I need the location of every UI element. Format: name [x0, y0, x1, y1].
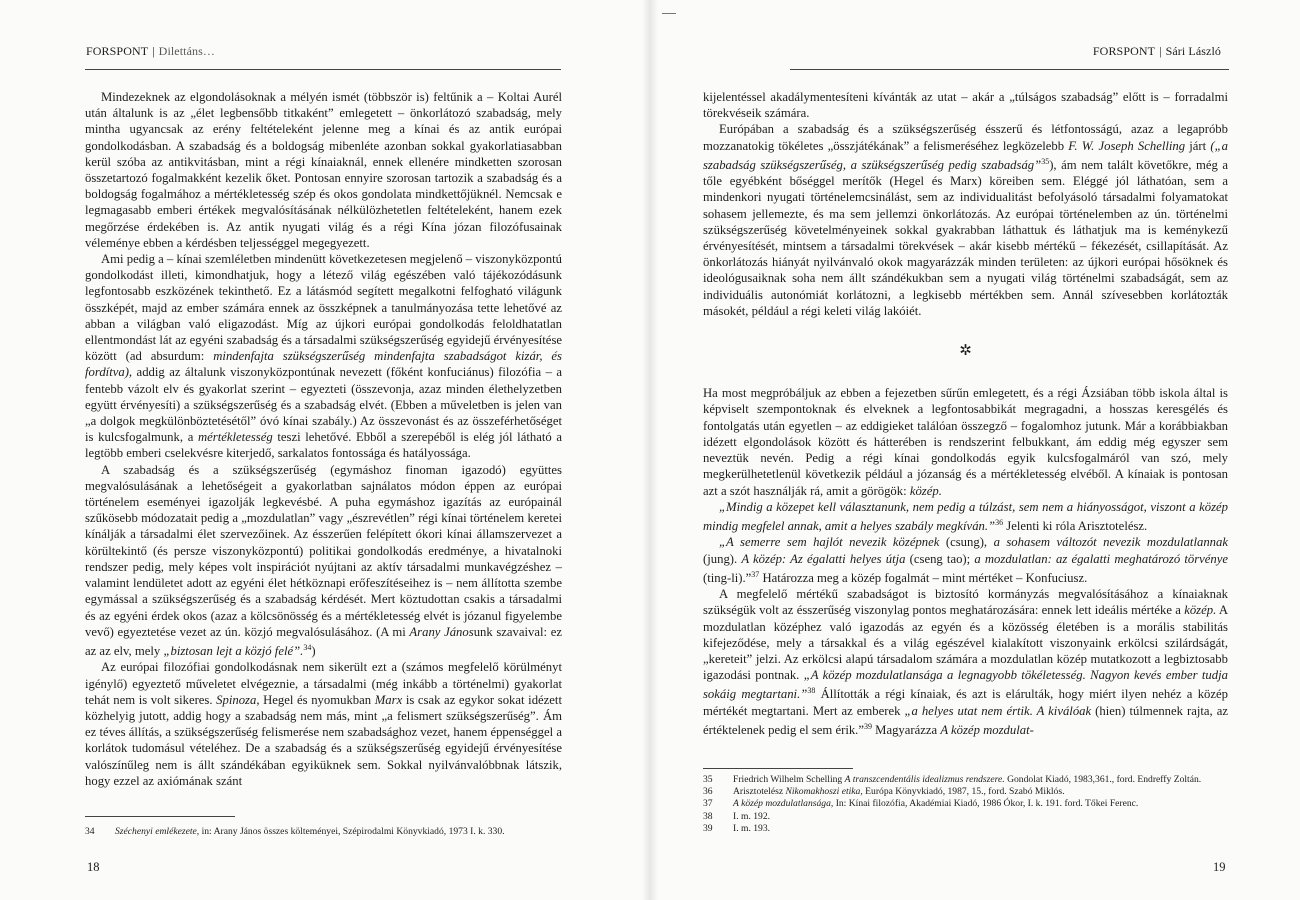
footnote-number: 36 — [703, 786, 713, 798]
footnote-text — [115, 826, 555, 838]
italic-run: F. W. Joseph Schelling — [1068, 138, 1186, 153]
footnote-ref[interactable]: 35 — [1041, 156, 1050, 166]
header-rule — [790, 69, 1229, 70]
italic-run: mértékletesség — [198, 430, 273, 445]
right-body-text — [703, 89, 1228, 738]
text-run: (hien) túlmennek rajta, az értéktelenek pedig el sem érik.” — [703, 703, 1228, 738]
italic-run: Nikomakhoszi etika, — [785, 786, 863, 798]
text-run: ) — [311, 644, 316, 659]
italic-run: Marx — [374, 692, 403, 707]
italic-run: A közép mozdulat- — [940, 723, 1034, 738]
footnote — [85, 826, 555, 838]
italic-run: közép. — [909, 483, 942, 498]
journal-name: FORSPONT — [1092, 44, 1156, 58]
footnote-text — [733, 811, 1228, 823]
italic-run: Spinoza, — [216, 692, 260, 707]
section-separator-icon: ✲ — [959, 343, 972, 360]
footnote-ref[interactable]: 39 — [864, 722, 872, 732]
text-run: (cseng tao); — [905, 551, 975, 566]
footnote-ref[interactable]: 37 — [751, 569, 760, 579]
header-author: Sári László — [1165, 44, 1221, 58]
text-run: ), ám nem talált követőkre, még a tőle egyébként bőséggel merítők (Hegel és Marx) köreiben sem. Eléggé jól láthatóan, sem a mindenkori nyugati történelemcsinálást, sem az individualitást befolyásoló társadalmi folyamatokat sohasem jellemezte, és ma sem jellemzi önkorlátozás. Az európai történelemben az ún. történelmi szükségszerűség követelményeinek sokkal gyakrabban láthattuk és láthatjuk ma is keménykezű érvényesítését, mintsem a társadalmi törekvések – akár kisebb mértékű – fékezését, csillapítását. Az önkorlátozás hiányát nyilvánvaló okok magyarázzák minden területen: az újkori európai hősöknek és ideológusaiknak soha nem állt szándékukban sem a nyugati világ történelmi szabadságát, sem az individuális autonómiát korlátozni, a legkisebb mértékben sem. Annál szívesebben korlátozták másokét, például a régi keleti világ lakóiét. — [703, 158, 1229, 318]
italic-run: „Mindig a közepet kell választanunk, nem pedig a túlzást, sem nem a hiányosságot, viszont a közép mindig megfelel annak, amit a helyes szabály megkíván.” — [703, 499, 1228, 534]
footnote — [703, 774, 1228, 786]
text-run: Európában a szabadság és a szükségszerűség ésszerű és létfontosságú, azaz a legapróbb mozzanatokig tökéletes „összjátékának” a felismeréséhez legközelebb — [703, 122, 1228, 153]
text-run: (jung). — [703, 551, 742, 566]
italic-run: közép. — [1184, 603, 1217, 618]
paragraph — [85, 659, 562, 789]
footnote-ref[interactable]: 38 — [807, 686, 816, 696]
header-separator: | — [1159, 44, 1162, 58]
text-run: Állították a régi kínaiak, és azt is elárulták, hogy miért ilyen nehéz a közép mértékét megtartani. Mert az emberek — [703, 687, 1228, 718]
italic-run: mindenfajta szükségszerűség mindenfajta szabadságot kizár, és fordítva), — [85, 349, 562, 380]
text-run: A mozdulatlan középhez való igazodás az egyén és a közösség életében is a morális stabilitás kifejeződése, mely a társakkal és a világ egészével kialakított viszonyaink erkölcsi szilárdságát, „kereteit” jelzi. Az erkölcsi alapú társadalom számára a mozdulatlan közép mutatkozott a legbiztosabb igazodási pontnak. — [703, 603, 1228, 683]
text-run: addig az általunk viszonyközpontúnak nevezett (főként konfuciánus) filozófia – a fentebb vázolt elv és gyakorlat szerint – egyezteti (összevonja, azaz minden élethelyzetben együtt érvényesíti) a szükségszerűség és a szabadság elvét. (Ebben a műveletben is jelen van „a dolgok megkülönböztetésétől” óvó kínai szabály.) Az összevonást és az összeférhetőséget is kulcsfogalmunk, a — [85, 365, 562, 445]
text-run: Ha most megpróbáljuk az ebben a fejezetben sűrűn emlegetett, és a régi Ázsiában több iskola által is képviselt szempontoknak és elveknek a legfontosabbikát megragadni, a hosszas keresgélés és fontolgatás után egyetlen – az eddigieket találóan összegző – fogalomhoz jutunk. Már a korábbiakban idézett elgondolások között és hátterében is rendszerint felbukkant, ám eddig még egyszer sem neveztük nevén. Pedig a régi kínai gondolkodás egyik kulcsfogalmáról van szó, mely megkerülhetetlenül következik például a józanság és a mértékletesség elvéből. A kínaiak is pontosan azt a szót használják rá, amit a görögök: — [703, 386, 1228, 498]
right-page — [650, 0, 1300, 900]
italic-run: a sohasem változót nevezik mozdulatlannak — [993, 535, 1228, 550]
text-run: Európa Könyvkiadó, 1987, 15., ford. Szabó Miklós. — [862, 786, 1065, 798]
page-number: 18 — [87, 860, 100, 874]
footnote-rule — [703, 768, 853, 769]
text-run: Az európai filozófiai gondolkodásnak nem sikerült ezt a (számos megfelelő körülményt igénylő) egyeztető műveletet elvégeznie, a társadalmi (még inkább a történelmi) gyakorlat tehát nem is volt sikeres. — [85, 660, 562, 707]
footnote — [703, 823, 1228, 835]
text-run: I. m. 193. — [733, 822, 771, 834]
text-run: I. m. 192. — [733, 810, 771, 822]
book-gutter — [642, 0, 658, 900]
italic-run: „A semerre sem hajlót nevezik középnek — [719, 535, 940, 550]
italic-run: Széchenyi emlékezete, — [115, 826, 200, 837]
paragraph — [703, 586, 1228, 738]
paragraph — [85, 462, 562, 660]
italic-run: Arany — [409, 624, 441, 639]
italic-run: A közép: Az égalatti helyes útja — [741, 551, 906, 566]
text-run: Hegel és nyomukban — [259, 692, 375, 707]
paragraph — [703, 385, 1228, 498]
italic-run: „A közép mozdulatlansága a legnagyobb tökéletesség. Nagyon kevés ember tudja sokáig megtartani.” — [703, 668, 1228, 702]
italic-run: A közép mozdulatlansága, — [733, 798, 834, 810]
text-run: unk szavaival: ez az az elv, mely — [85, 624, 562, 659]
footnotes — [703, 774, 1228, 835]
paragraph: kijelentéssel akadálymentesíteni kívánták az utat – akár a „túlságos szabadság” előtt is – forradalmi törekvéseik számára. — [703, 90, 1228, 121]
paragraph — [703, 499, 1228, 535]
running-header-right — [1093, 44, 1221, 59]
footnote-number: 37 — [703, 798, 713, 810]
paragraph: Mindezeknek az elgondolásoknak a mélyén ismét (többször is) feltűnik a – Koltai Aurél után általunk is az „élet legbensőbb titkaként” emlegetett – önkorlátozó szabadság, mely mintha ugyancsak az erény feltételeként jelenne meg a kínai és az antik európai gondolkodásban. A szabadság és a boldogság mibenléte azonban sokkal gyakorlatiasabban kerül szóba az antikvitásban, mint a régi kínaiaknál, ennek ellenére mindketten szorosan összetartozó fogalmakként kezelik őket. Pontosan ennyire szorosan tartozik a szabadság és a boldogság fogalmához a mértékletesség szép és okos gondolata mindkettőjüknél. Nemcsak e legmagasabb emberi értékek megvalósításának nélkülözhetetlen feltételeként, hanem ezek megőrzése érdekében is. Az antik nyugati világ és a régi Kína józan filozófusainak véleménye ebben a kérdésben teljességgel megegyezett. — [85, 90, 562, 250]
text-run: A megfelelő mértékű szabadságot is biztosító kormányzás megvalósításához a kínaiaknak szükségük volt az ésszerűség viszonylag pontos meghatározására: ennek lett ideális mértéke a — [703, 587, 1228, 618]
text-run: Ami pedig a – kínai szemléletben mindenütt következetesen megjelenő – viszonyközpontú gondolkodást illeti, kimondhatjuk, hogy a létező világ egészében való tájékozódásunk legfontosabb eszközének tekinthető. Ez a látásmód segített megalkotni felfogható világunk összképét, majd az ember számára ennek az összképnek a tanulmányozása tette lehetővé az abban a világban való eligazodást. Míg az újkori európai gondolkodás feloldhatatlan ellentmondást lát az egyéni szabadság és a társadalmi szükségszerűség egyidejű érvényesítése között (ad absurdum: — [85, 252, 563, 364]
text-run: Magyarázza — [872, 723, 941, 738]
journal-name: FORSPONT — [86, 44, 149, 58]
text-run: (ting-li).” — [703, 570, 752, 585]
footnote-number: 34 — [85, 826, 95, 837]
text-run: (csung), — [939, 535, 994, 550]
paragraph — [85, 251, 562, 462]
footnote-number: 35 — [703, 774, 713, 785]
footnote — [703, 811, 1228, 823]
text-run: teszi lehetővé. Ebből a szerepéből is elég jól látható a legtöbb emberi cselekvésre kiterjedő, sarkalatos fontossága és hatályossága. — [85, 430, 562, 461]
text-run: A szabadság és a szükségszerűség (egymáshoz finoman igazodó) együttes megvalósulásának a lehetőségeit a gyakorlatban sajnálatos módon éppen az európai történelem eseményei igazolják legkevésbé. A puha egymáshoz igazítás az európainál szűkösebb módozatait pedig a „mozdulatlan” vagy „észrevétlen” régi kínai történelem keretei kínálják a társadalmi élet szervezőinek. Az ésszerűen felépített ókori kínai államszervezet a körültekintő (és persze viszonyközpontú) politikai gondolkodás eredménye, a hivatalnoki rendszer pedig, mely képes volt inspirációt nyújtani az aktív társadalmi munkavégzéshez – valamint lendületet adott az egyéni élet hétköznapi erőfeszítéseihez is – nem állította szembe egymással a szükségszerűség és a szabadság kérdését. Mert köztudottan csakis a társadalmi és az egyéni érdek okos (azaz a kölcsönösség és a mértékletesség elvét is józanul figyelembe vevő) egyeztetése vezet az ún. közjó megvalósulásához. (A mi — [85, 462, 562, 639]
left-body-text — [85, 89, 562, 789]
text-run: Arisztotelész — [733, 786, 786, 798]
footnote-number: 39 — [703, 822, 713, 834]
running-header-left — [86, 44, 215, 59]
text-run: is csak az egykor sokat idézett közhelyig jutott, addig hogy a szabadság nem más, mint „a felismert szükségszerűség”. Ám ez téves állítás, a szükségszerűség felismerése nem szabadsághoz vezet, hanem éppenséggel a korlátok tudomásul vételéhez. De a szabadság és a szükségszerűség egyidejű érvényesítése valószínűleg nem is állt szándékában egyiküknek sem. Sokkal nyilvánvalóbbnak látszik, hogy ezzel az axiómának szánt — [85, 692, 562, 788]
text-run: Jelenti ki róla Arisztotelész. — [1003, 519, 1148, 534]
paragraph — [703, 534, 1228, 586]
text-run: járt — [1185, 138, 1211, 153]
footnote-text — [733, 823, 1228, 835]
footnotes — [85, 826, 555, 838]
italic-run: János — [444, 624, 474, 639]
footnote-text — [733, 798, 1228, 810]
text-run: Gondolat Kiadó, 1983,361., ford. Endreffy Zoltán. — [1004, 774, 1202, 785]
italic-run: („a szabadság szükségszerűség, a szükségszerűség pedig szabadság” — [703, 138, 1228, 173]
italic-run: „biztosan lejt a közjó felé”. — [163, 644, 304, 659]
text-run: Határozza meg a közép fogalmát – mint mértéket – Konfuciusz. — [759, 570, 1088, 585]
italic-run: „a helyes utat nem értik. A kiválóak — [904, 703, 1092, 718]
footnote-text — [733, 774, 1228, 786]
paragraph — [703, 121, 1228, 319]
italic-run: a mozdulatlan: az égalatti meghatározó törvénye — [974, 551, 1229, 566]
text-run: Friedrich Wilhelm Schelling — [733, 774, 845, 785]
footnote-ref[interactable]: 36 — [995, 517, 1004, 527]
italic-run: A transzcendentális idealizmus rendszere. — [844, 774, 1005, 785]
footnote-text — [733, 786, 1228, 798]
footnote-number: 38 — [703, 810, 713, 822]
header-rule — [85, 69, 561, 70]
header-author: Dilettáns… — [158, 44, 215, 58]
text-run: in: Arany János összes költeményei, Szépirodalmi Könyvkiadó, 1973 I. k. 330. — [199, 826, 505, 837]
footnote-ref[interactable]: 34 — [303, 642, 312, 652]
footnote — [703, 798, 1228, 810]
footnote-rule — [85, 816, 235, 817]
page-number: 19 — [1213, 860, 1226, 874]
scan-mark — [662, 13, 676, 14]
text-run: In: Kínai filozófia, Akadémiai Kiadó, 1986 Ókor, I. k. 191. ford. Tőkei Ferenc. — [833, 798, 1139, 810]
footnote — [703, 786, 1228, 798]
header-separator: | — [152, 44, 155, 58]
